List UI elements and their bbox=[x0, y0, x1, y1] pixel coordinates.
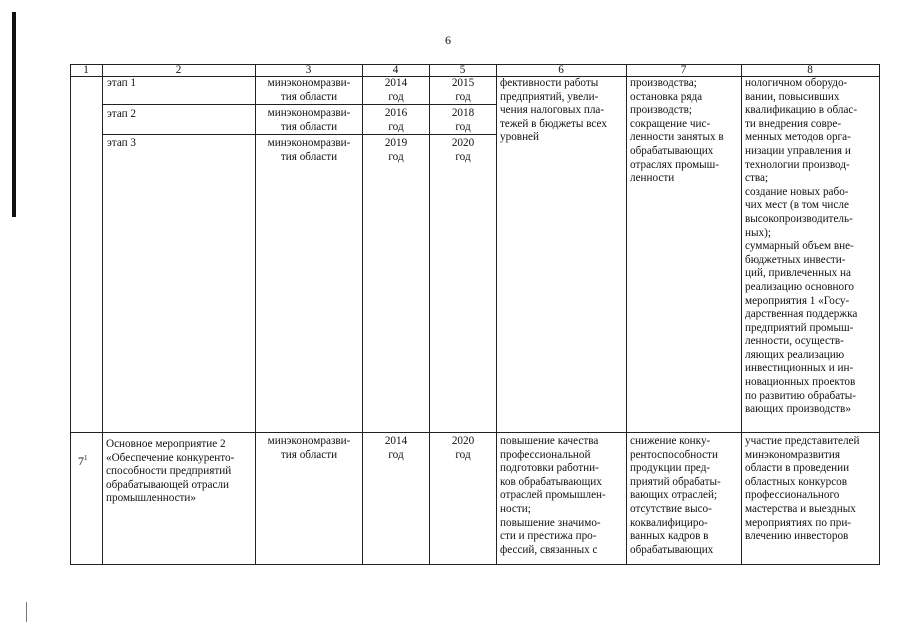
header-col-5: 5 bbox=[459, 64, 466, 76]
row2-number bbox=[78, 438, 100, 468]
row2-number-main: 7 bbox=[78, 453, 84, 468]
row2-col4-start: 2014 год bbox=[384, 435, 408, 461]
stage-3-executor: минэкономразви- тия области bbox=[267, 137, 351, 163]
stage-1-name: этап 1 bbox=[107, 77, 137, 89]
row2-col5-end: 2020 год bbox=[451, 435, 475, 461]
col-line-6 bbox=[626, 64, 627, 565]
stage-2-start: 2016 год bbox=[384, 107, 408, 133]
stage-2-end: 2018 год bbox=[451, 107, 475, 133]
row1-col7-text: производства; остановка ряда производств; сокращение чис- ленности занятых в обрабатывающих отраслях промыш- ленности bbox=[630, 77, 724, 185]
row2-col7-text: снижение конку- рентоспособности продукции пред- приятий обрабаты- вающих отраслей; отсутствие высо- коквалифициро- ванных кадров в обрабатывающих bbox=[630, 435, 721, 556]
program-table bbox=[70, 64, 880, 565]
stage-1-executor: минэкономразви- тия области bbox=[267, 77, 351, 103]
row2-col3-executor: минэкономразви- тия области bbox=[267, 435, 351, 461]
row-separator bbox=[70, 432, 880, 433]
col-line-1 bbox=[102, 64, 103, 565]
row2-col2-measure-name: Основное мероприятие 2 «Обеспечение конкуренто- способности предприятий обрабатывающей отрасли промышленности» bbox=[106, 438, 235, 505]
margin-tick bbox=[26, 602, 27, 622]
row2-col8-text: участие представителей минэкономразвития области в проведении областных конкурсов профессионального мастерства и выездных мероприятиях по при- влечению инвесторов bbox=[745, 435, 860, 543]
header-col-8: 8 bbox=[807, 64, 813, 76]
row1-col6-text: фективности работы предприятий, увели- чения налоговых пла- тежей в бюджеты всех уровней bbox=[500, 77, 607, 144]
stage-3-start: 2019 год bbox=[384, 137, 408, 163]
header-col-7: 7 bbox=[680, 64, 687, 76]
col-line-8 bbox=[879, 64, 880, 565]
row2-number-sup: 1 bbox=[84, 453, 88, 462]
col-line-5 bbox=[496, 64, 497, 565]
stage-1-end: 2015 год bbox=[451, 77, 475, 103]
row2-col6-text: повышение качества профессиональной подготовки работни- ков обрабатывающих отраслей промышлен- ности; повышение значимо- сти и престижа про- фессий, связанных с bbox=[500, 435, 606, 556]
header-col-4: 4 bbox=[392, 64, 399, 76]
col-line-7 bbox=[741, 64, 742, 565]
header-col-2: 2 bbox=[175, 64, 182, 76]
stage-3-name: этап 3 bbox=[107, 137, 137, 149]
col-line-0 bbox=[70, 64, 71, 565]
stage-1-start: 2014 год bbox=[384, 77, 408, 103]
page-number: 6 bbox=[445, 33, 451, 47]
table-bottom-border bbox=[70, 564, 880, 565]
header-col-3: 3 bbox=[305, 64, 312, 76]
stage-3-end: 2020 год bbox=[451, 137, 475, 163]
binding-edge-mark bbox=[12, 12, 16, 217]
stage-2-executor: минэкономразви- тия области bbox=[267, 107, 351, 133]
header-col-6: 6 bbox=[558, 64, 564, 76]
header-col-1: 1 bbox=[83, 64, 89, 76]
row1-col8-text: нологичном оборудо- вании, повысивших квалификацию в облас- ти внедрения совре- менных методов орга- низации управления и технологии производ- ства; создание новых рабо- чих мест (в том числе высокопроизводитель- ных); суммарный объем вне- бюджетных инвести- ций, привлеченных на реализацию основного мероприятия 1 «Госу- дарственная поддержка предприятий промыш- ленности, осуществ- ляющих реализацию инвестиционных и ин- новационных проектов по развитию обрабаты- вающих производств» bbox=[745, 77, 858, 416]
stage-2-name: этап 2 bbox=[107, 108, 137, 120]
